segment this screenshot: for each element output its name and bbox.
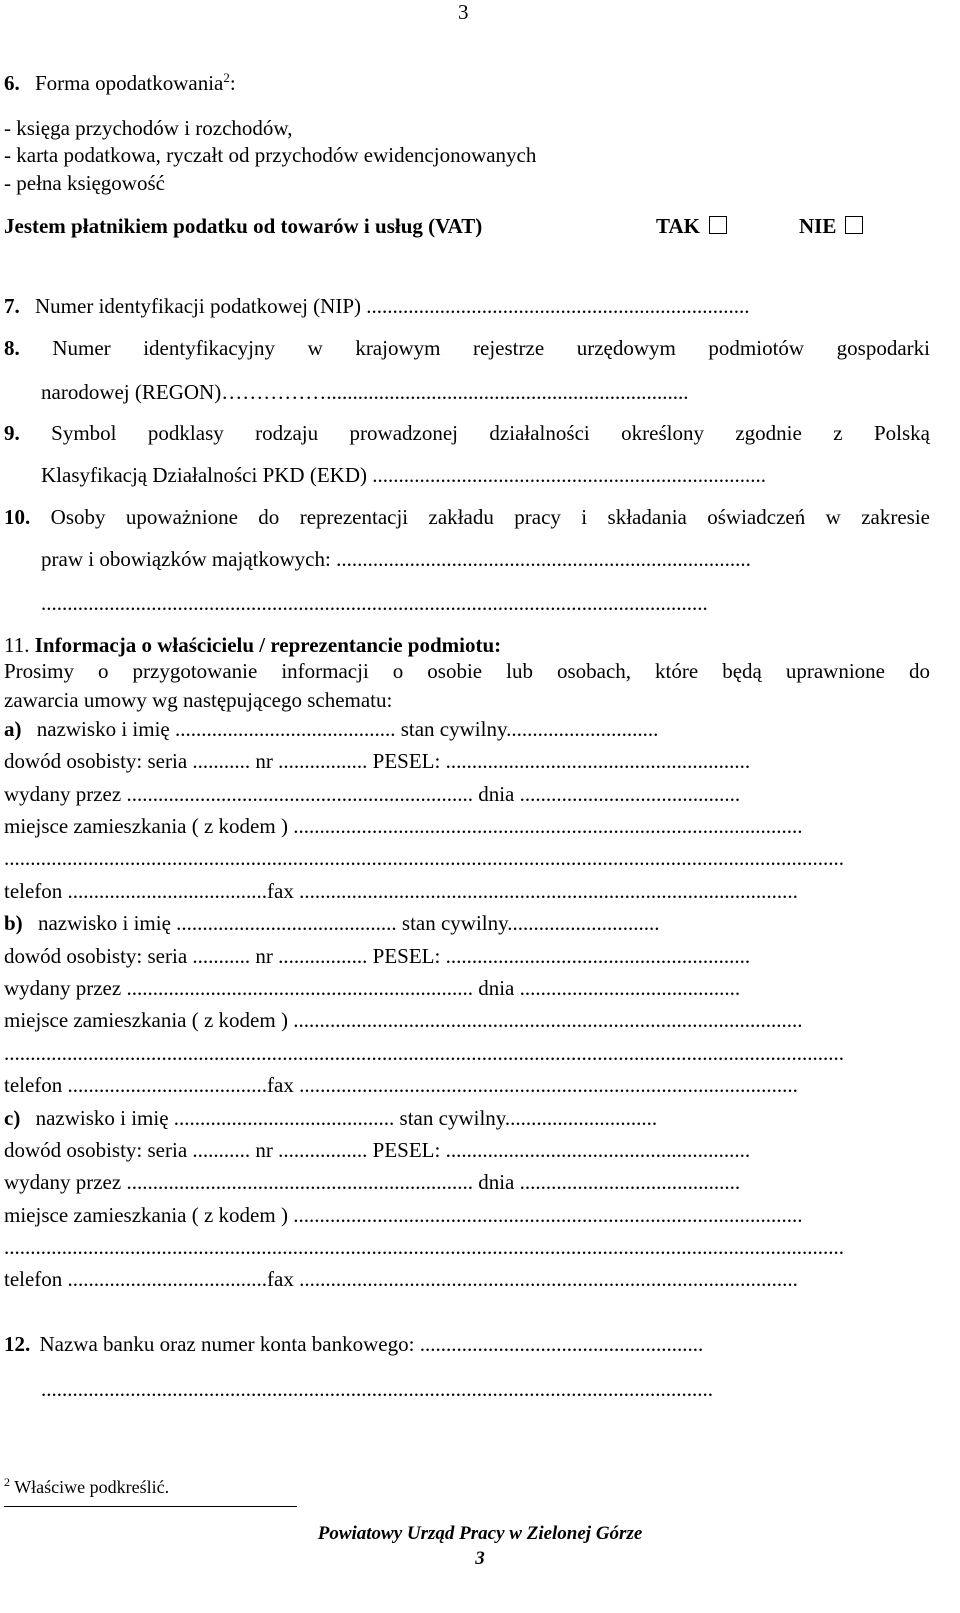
section-11-intro-2: zawarcia umowy wg następującego schematu:: [4, 688, 393, 712]
person-b-issued-line[interactable]: wydany przez .................................................................. dnia ..........................................: [4, 976, 741, 1000]
tax-option-1: - księga przychodów i rozchodów,: [4, 116, 293, 140]
name-field[interactable]: nazwisko i imię .......................................... stan cywilny.............................: [37, 911, 660, 935]
person-a-phone-line[interactable]: telefon ......................................fax ...............................................................................................: [4, 879, 798, 903]
vat-label: Jestem płatnikiem podatku od towarów i usług (VAT): [4, 214, 483, 238]
person-b-name-line: [4, 911, 926, 936]
pkd-field[interactable]: Klasyfikacją Działalności PKD (EKD) ...........................................................................: [41, 463, 766, 487]
person-b-id-line[interactable]: dowód osobisty: seria ........... nr ................. PESEL: ..........................................................: [4, 944, 751, 968]
person-a-issued-line[interactable]: wydany przez .................................................................. dnia ..........................................: [4, 782, 741, 806]
footnote-number: 2: [4, 1475, 10, 1489]
section-title: Forma opodatkowania: [35, 71, 224, 95]
representatives-field-1[interactable]: praw i obowiązków majątkowych: ...............................................................................: [41, 547, 751, 571]
section-number: 7.: [4, 294, 20, 318]
vat-no-label: NIE: [799, 214, 837, 238]
person-c-issued-line[interactable]: wydany przez .................................................................. dnia ..........................................: [4, 1170, 741, 1194]
section-number: 11.: [4, 633, 30, 657]
colon: :: [229, 71, 236, 95]
bank-field-2[interactable]: ................................................................................................................................: [41, 1377, 713, 1401]
vat-no-checkbox[interactable]: [845, 216, 863, 234]
section-7: [4, 294, 926, 319]
footnote-ref: 2: [223, 70, 230, 85]
person-c-id-line[interactable]: dowód osobisty: seria ........... nr ................. PESEL: ..........................................................: [4, 1138, 751, 1162]
person-letter: a): [4, 717, 22, 741]
person-a-address-line[interactable]: miejsce zamieszkania ( z kodem ) .................................................................................................: [4, 814, 803, 838]
person-a-id-line[interactable]: dowód osobisty: seria ........... nr ................. PESEL: ..........................................................: [4, 749, 751, 773]
footnote: [4, 1477, 169, 1498]
person-letter: b): [4, 911, 23, 935]
section-8-line1: [4, 336, 930, 361]
regon-label: Numer identyfikacyjny w krajowym rejestrze urzędowym podmiotów gospodarki: [52, 336, 930, 360]
bank-field[interactable]: Nazwa banku oraz numer konta bankowego: ......................................................: [39, 1332, 704, 1356]
tax-option-3: - pełna księgowość: [4, 171, 165, 195]
person-c-phone-line[interactable]: telefon ......................................fax ...............................................................................................: [4, 1267, 798, 1291]
footnote-rule: [4, 1506, 297, 1507]
person-c-name-line: [4, 1106, 926, 1131]
vat-yes-checkbox[interactable]: [709, 216, 727, 234]
person-c-address-line[interactable]: miejsce zamieszkania ( z kodem ) .................................................................................................: [4, 1203, 803, 1227]
footer-office: Powiatowy Urząd Pracy w Zielonej Górze: [317, 1523, 643, 1544]
section-number: 10.: [4, 505, 31, 529]
name-field[interactable]: nazwisko i imię .......................................... stan cywilny.............................: [35, 1106, 658, 1130]
person-letter: c): [4, 1106, 21, 1130]
pkd-label: Symbol podklasy rodzaju prowadzonej działalności określony zgodnie z Polską: [51, 421, 930, 445]
regon-field[interactable]: narodowej (REGON)…………….....................................................................: [41, 380, 689, 404]
name-field[interactable]: nazwisko i imię .......................................... stan cywilny.............................: [36, 717, 659, 741]
person-b-address-line[interactable]: miejsce zamieszkania ( z kodem ) .................................................................................................: [4, 1008, 803, 1032]
page-number-top: 3: [458, 0, 469, 24]
vat-yes-label: TAK: [656, 214, 700, 238]
section-10-line1: [4, 505, 930, 530]
section-6-heading: [4, 71, 236, 96]
person-a-name-line: [4, 717, 926, 742]
nip-field[interactable]: Numer identyfikacji podatkowej (NIP) .........................................................................: [35, 294, 750, 318]
vat-yes-option[interactable]: [656, 214, 727, 239]
vat-no-option[interactable]: [799, 214, 863, 239]
section-9-line1: [4, 421, 930, 446]
representatives-label: Osoby upoważnione do reprezentacji zakładu pracy i składania oświadczeń w zakresie: [50, 505, 930, 529]
person-b-phone-line[interactable]: telefon ......................................fax ...............................................................................................: [4, 1073, 798, 1097]
section-12: [4, 1332, 926, 1357]
section-number: 9.: [4, 421, 20, 445]
representatives-field-2[interactable]: ...............................................................................................................................: [41, 591, 708, 615]
footnote-text: Właściwe podkreślić.: [14, 1477, 170, 1497]
section-11-heading: [4, 633, 501, 658]
person-b-address-line-2[interactable]: ................................................................................................................................................................: [4, 1041, 844, 1065]
person-a-address-line-2[interactable]: ................................................................................................................................................................: [4, 846, 844, 870]
section-11-intro-1: Prosimy o przygotowanie informacji o osobie lub osobach, które będą uprawnione do: [4, 659, 930, 683]
tax-option-2: - karta podatkowa, ryczałt od przychodów ewidencjonowanych: [4, 143, 537, 167]
section-number: 8.: [4, 336, 20, 360]
footer-page-number: 3: [475, 1548, 485, 1569]
section-title: Informacja o właścicielu / reprezentancie podmiotu:: [34, 633, 502, 657]
section-number: 12.: [4, 1332, 31, 1356]
section-number: 6.: [4, 71, 20, 95]
person-c-address-line-2[interactable]: ................................................................................................................................................................: [4, 1235, 844, 1259]
